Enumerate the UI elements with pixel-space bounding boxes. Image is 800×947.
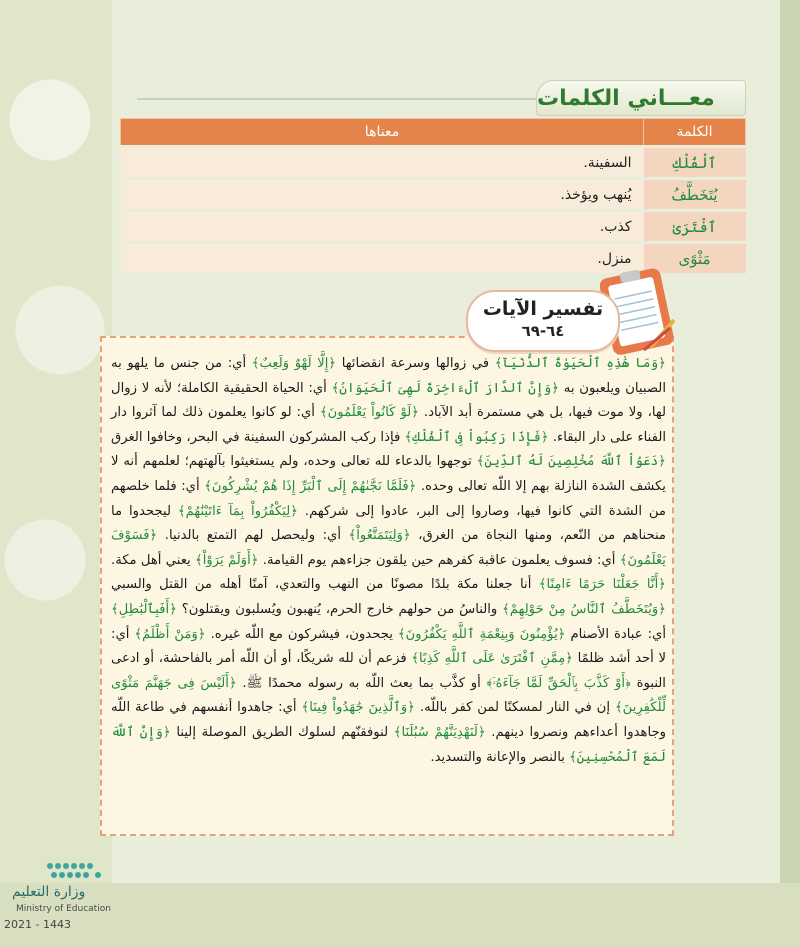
tafsir-explanation-text: أو كذَّب بما بعث اللّه به رسوله محمدًا ﷺ. <box>236 675 487 691</box>
vocabulary-meaning: منزل. <box>121 243 644 274</box>
tafsir-explanation-text: في زوالها وسرعة انقضائها <box>336 356 495 371</box>
tafsir-verse-range: ٦٤-٦٩ <box>521 322 565 340</box>
quran-verse-text: ﴿فَلَمَّا نَجَّىٰهُمْ إِلَى ٱلْبَرِّ إِذَا هُمْ يُشْرِكُونَ﴾ <box>204 478 417 494</box>
quran-verse-text: ﴿فَإِذَا رَكِبُواْ فِى ٱلْفُلْكِ﴾ <box>404 429 549 445</box>
ministry-name-arabic: وزارة التعليم <box>12 884 86 900</box>
tafsir-explanation-text: فزعم أن لله شريكًا، أو أن اللّه أمر بالفاحشة، أو ادعى النبوة <box>111 651 666 691</box>
ministry-logo-dots-icon <box>44 860 104 882</box>
quran-verse-text: ﴿وَإِنَّ ٱللَّهَ لَمَعَ ٱلْمُحْسِنِينَ﴾ <box>111 724 666 765</box>
table-row <box>121 179 746 211</box>
quran-verse-text: ﴿لِيَكْفُرُواْ بِمَآ ءَاتَيْنَٰهُمْ﴾ <box>177 503 299 519</box>
vocabulary-meaning: يُنهب ويؤخذ. <box>121 179 644 211</box>
tafsir-explanation-text: أي: وليحصل لهم التمتع بالدنيا. <box>157 528 349 544</box>
tafsir-explanation-text: توجهوا بالدعاء لله تعالى وحده، ولم يستغيثوا بآلهتهم؛ لعلمهم أنه لا يكشف الشدة النازلة بهم إلا اللّه تعالى وحده. <box>111 454 666 494</box>
ministry-name-english: Ministry of Education <box>16 904 111 914</box>
quran-verse-text: ﴿وَمَا هَٰذِهِ ٱلْحَيَوٰةُ ٱلدُّنْيَآ﴾ <box>494 356 666 371</box>
quran-verse-text: ﴿وَلِيَتَمَتَّعُواْ﴾ <box>348 528 411 544</box>
vocabulary-title: معـــاني الكلمات <box>536 80 746 116</box>
tafsir-explanation-text: أي: جاهدوا أنفسهم في طاعة اللّه وجاهدوا أعداءهم ونصروا دينهم. <box>111 700 666 740</box>
quran-verse-text: ﴿أَنَّا جَعَلْنَا حَرَمًا ءَامِنًا﴾ <box>538 577 666 593</box>
tafsir-explanation-text: يجحدون، فيشركون مع اللّه غيره. <box>205 626 398 642</box>
quran-verse-text: ﴿أَلَيْسَ فِى جَهَنَّمَ مَثْوًى لِّلْكَٰفِرِينَ﴾ <box>111 675 666 716</box>
quran-verse-text: ﴿وَٱلَّذِينَ جَٰهَدُواْ فِينَا﴾ <box>301 700 415 716</box>
tafsir-title: تفسير الآيات <box>482 298 604 320</box>
tafsir-body-text <box>111 352 666 770</box>
quran-verse-text: ﴿يُؤْمِنُونَ وَبِنِعْمَةِ ٱللَّهِ يَكْفُرُونَ﴾ <box>397 626 566 642</box>
tafsir-explanation-text: ليجحدوا ما منحناهم من النّعم، ومنها النجاة من الغرق، <box>111 503 666 544</box>
quran-verse-text: ﴿فَسَوْفَ يَعْلَمُونَ﴾ <box>111 528 666 568</box>
edition-year: 2021 - 1443 <box>4 918 71 931</box>
vocabulary-word: ٱفْتَرَىٰ <box>644 211 746 243</box>
quran-verse-text: ﴿لَنَهْدِيَنَّهُمْ سُبُلَنَا﴾ <box>393 724 486 740</box>
tafsir-explanation-text: والناسُ من حولهم خارج الحرم، يُنهبون ويُسلبون ويقتلون؟ <box>176 601 503 617</box>
quran-verse-text: ﴿دَعَوُاْ ٱللَّهَ مُخْلِصِينَ لَهُ ٱلدِّينَ﴾ <box>476 454 667 470</box>
quran-verse-text: ﴿وَإِنَّ ٱلدَّارَ ٱلْءَاخِرَةَ لَهِىَ ٱلْحَيَوَانُ﴾ <box>331 380 560 396</box>
tafsir-explanation-text: إن في النار لمسكنًا لمن كفر باللّه. <box>415 700 615 716</box>
quran-verse-text: ﴿مِمَّنِ ٱفْتَرَىٰ عَلَى ٱللَّهِ كَذِبًا﴾ <box>411 651 573 667</box>
vocabulary-header-row <box>121 119 746 147</box>
decorative-background-left <box>0 0 112 947</box>
vocabulary-table <box>120 118 746 273</box>
tafsir-explanation-text: أي: عبادة الأصنام <box>565 626 667 642</box>
tafsir-header <box>466 290 620 352</box>
table-row <box>121 147 746 179</box>
quran-verse-text: ﴿أَوَلَمْ يَرَوْاْ﴾ <box>194 552 259 568</box>
tafsir-explanation-text: أنا جعلنا مكة بلدًا مصونًا من النهب والتعدي، آمنًا أهله من القتل والسبي <box>111 577 539 593</box>
tafsir-explanation-text: أي: لا أحد أشد ظلمًا <box>111 626 666 667</box>
vocabulary-word: مَثْوًى <box>644 243 746 274</box>
vocabulary-word: ٱلْفُلْكِ <box>644 147 746 179</box>
meaning-column-header: معناها <box>121 119 644 147</box>
vocabulary-meaning: السفينة. <box>121 147 644 179</box>
tafsir-explanation-text: يعني أهل مكة. <box>111 552 195 568</box>
tafsir-explanation-text: فإذا ركب المشركون السفينة في البحر، وخافوا الغرق <box>111 429 405 445</box>
vocabulary-word: يُتَخَطَّفُ <box>644 179 746 211</box>
quran-verse-text: ﴿وَيُتَخَطَّفُ ٱلنَّاسُ مِنْ حَوْلِهِمْ﴾ <box>502 601 666 617</box>
tafsir-explanation-text: أي: من جنس ما يلهو به الصبيان ويلعبون به <box>111 356 666 396</box>
tafsir-explanation-text: أي: فلما خلصهم من الشدة التي كانوا فيها، وصاروا إلى البر، عادوا إلى شركهم. <box>111 478 666 519</box>
ministry-logo <box>0 854 150 934</box>
tafsir-explanation-text: أي: الحياة الحقيقية الكاملة؛ لأنه لا زوال لها، ولا موت فيها، بل هي مستمرة أبد الآباد. <box>111 380 666 421</box>
quran-verse-text: ﴿إِلَّا لَهْوٌ وَلَعِبٌ﴾ <box>251 356 337 371</box>
quran-verse-text: ﴿وَمَنْ أَظْلَمُ﴾ <box>134 626 206 642</box>
tafsir-explanation-text: بالنصر والإعانة والتسديد. <box>430 749 570 765</box>
decorative-background-right <box>780 0 800 947</box>
quran-verse-text: ﴿أَفَبِٱلْبَٰطِلِ﴾ <box>111 601 177 617</box>
table-row <box>121 211 746 243</box>
tafsir-explanation-text: أي: لو كانوا يعلمون ذلك لما آثروا دار الفناء على دار البقاء. <box>111 405 666 445</box>
quran-verse-text: ﴿أَوْ كَذَّبَ بِٱلْحَقِّ لَمَّا جَآءَهُۥٓ﴾ <box>486 675 631 691</box>
word-column-header: الكلمة <box>644 119 746 147</box>
quran-verse-text: ﴿لَوْ كَانُواْ يَعْلَمُونَ﴾ <box>319 405 419 421</box>
tafsir-explanation-text: أي: فسوف يعلمون عاقبة كفرهم حين يلقون جزاءهم يوم القيامة. <box>258 552 620 568</box>
tafsir-explanation-text: لنوفقنّهم لسلوك الطريق الموصلة إلينا <box>170 724 394 740</box>
vocabulary-meaning: كذب. <box>121 211 644 243</box>
